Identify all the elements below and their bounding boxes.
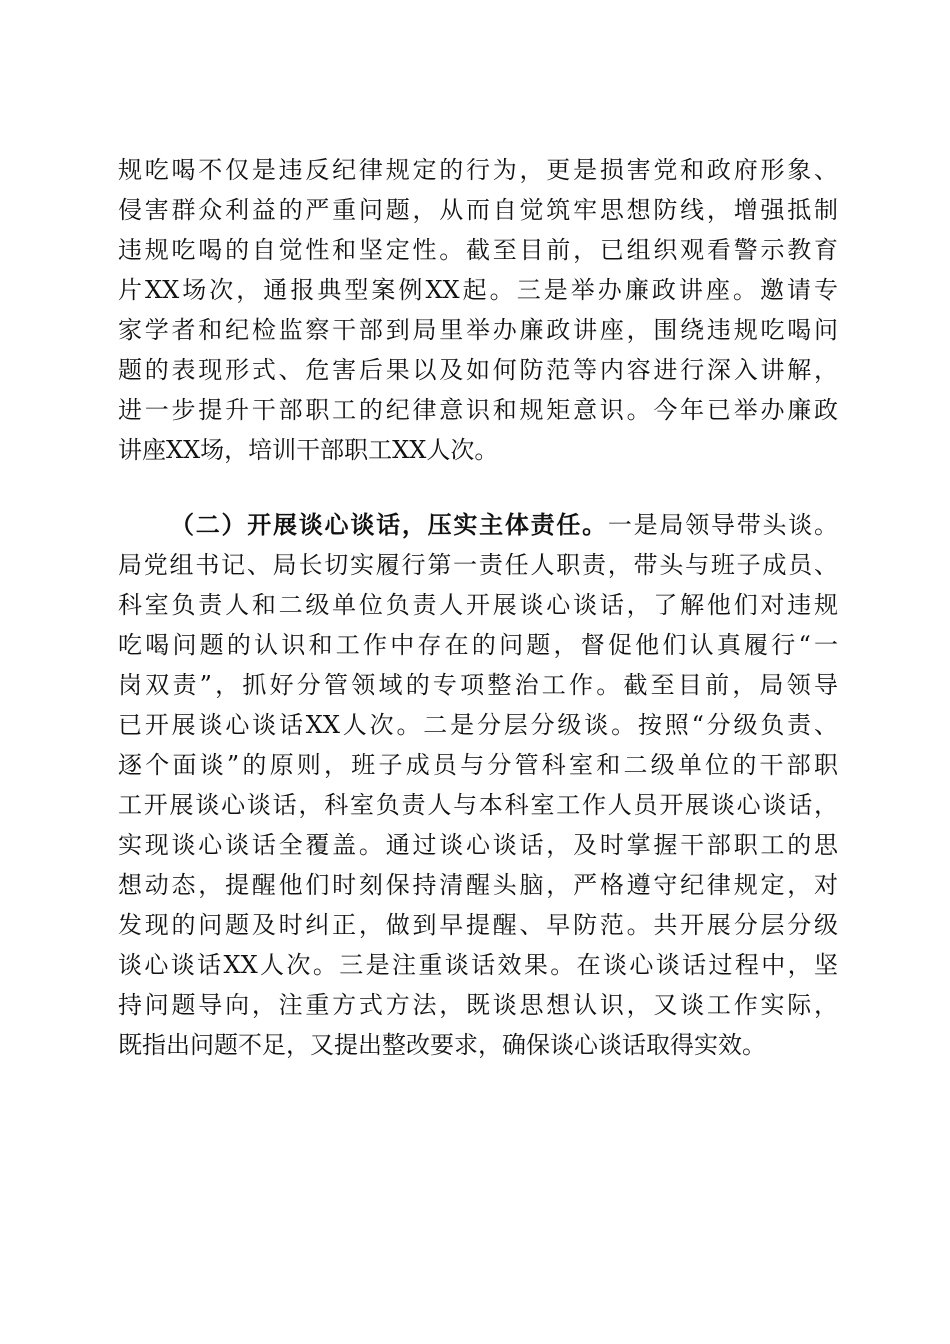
paragraph-2-first-line-rest: 一是局领导带头谈。 — [607, 511, 839, 539]
paragraph-2-line-14: 既指出问题不足，又提出整改要求，确保谈心谈话取得实效。 — [118, 1031, 766, 1059]
paragraph-1-line-2: 侵害群众利益的严重问题，从而自觉筑牢思想防线，增强抵制 — [118, 196, 838, 224]
paragraph-2-line-10: 想动态，提醒他们时刻保持清醒头脑，严格遵守纪律规定，对 — [118, 871, 838, 899]
section-heading: （二）开展谈心谈话，压实主体责任。 — [170, 510, 608, 539]
paragraph-2-line-12: 谈心谈话XX人次。三是注重谈话效果。在谈心谈话过程中，坚 — [118, 951, 838, 979]
paragraph-2-line-2: 局党组书记、局长切实履行第一责任人职责，带头与班子成员、 — [118, 551, 838, 579]
paragraph-2-line-5: 岗双责”，抓好分管领域的专项整治工作。截至目前，局领导 — [118, 671, 838, 699]
paragraph-1-line-7: 进一步提升干部职工的纪律意识和规矩意识。今年已举办廉政 — [118, 396, 838, 424]
paragraph-1-line-5: 家学者和纪检监察干部到局里举办廉政讲座，围绕违规吃喝问 — [118, 316, 838, 344]
paragraph-2-line-3: 科室负责人和二级单位负责人开展谈心谈话，了解他们对违规 — [118, 591, 838, 619]
paragraph-1-line-3: 违规吃喝的自觉性和坚定性。截至目前，已组织观看警示教育 — [118, 236, 838, 264]
paragraph-1-line-4: 片XX场次，通报典型案例XX起。三是举办廉政讲座。邀请专 — [118, 276, 838, 304]
paragraph-2-line-13: 持问题导向，注重方式方法，既谈思想认识，又谈工作实际， — [118, 991, 838, 1019]
paragraph-1-line-8: 讲座XX场，培训干部职工XX人次。 — [118, 436, 499, 464]
paragraph-2-line-6: 已开展谈心谈话XX人次。二是分层分级谈。按照“分级负责、 — [118, 711, 838, 739]
paragraph-2-line-9: 实现谈心谈话全覆盖。通过谈心谈话，及时掌握干部职工的思 — [118, 831, 838, 859]
paragraph-1-line-1: 规吃喝不仅是违反纪律规定的行为，更是损害党和政府形象、 — [118, 156, 838, 184]
paragraph-1-line-6: 题的表现形式、危害后果以及如何防范等内容进行深入讲解， — [118, 356, 838, 384]
paragraph-2-first-line — [170, 505, 838, 545]
paragraph-2-line-4: 吃喝问题的认识和工作中存在的问题，督促他们认真履行“一 — [118, 631, 838, 659]
paragraph-2-line-7: 逐个面谈”的原则，班子成员与分管科室和二级单位的干部职 — [118, 751, 838, 779]
paragraph-2-line-11: 发现的问题及时纠正，做到早提醒、早防范。共开展分层分级 — [118, 911, 838, 939]
paragraph-2-line-8: 工开展谈心谈话，科室负责人与本科室工作人员开展谈心谈话， — [118, 791, 838, 819]
